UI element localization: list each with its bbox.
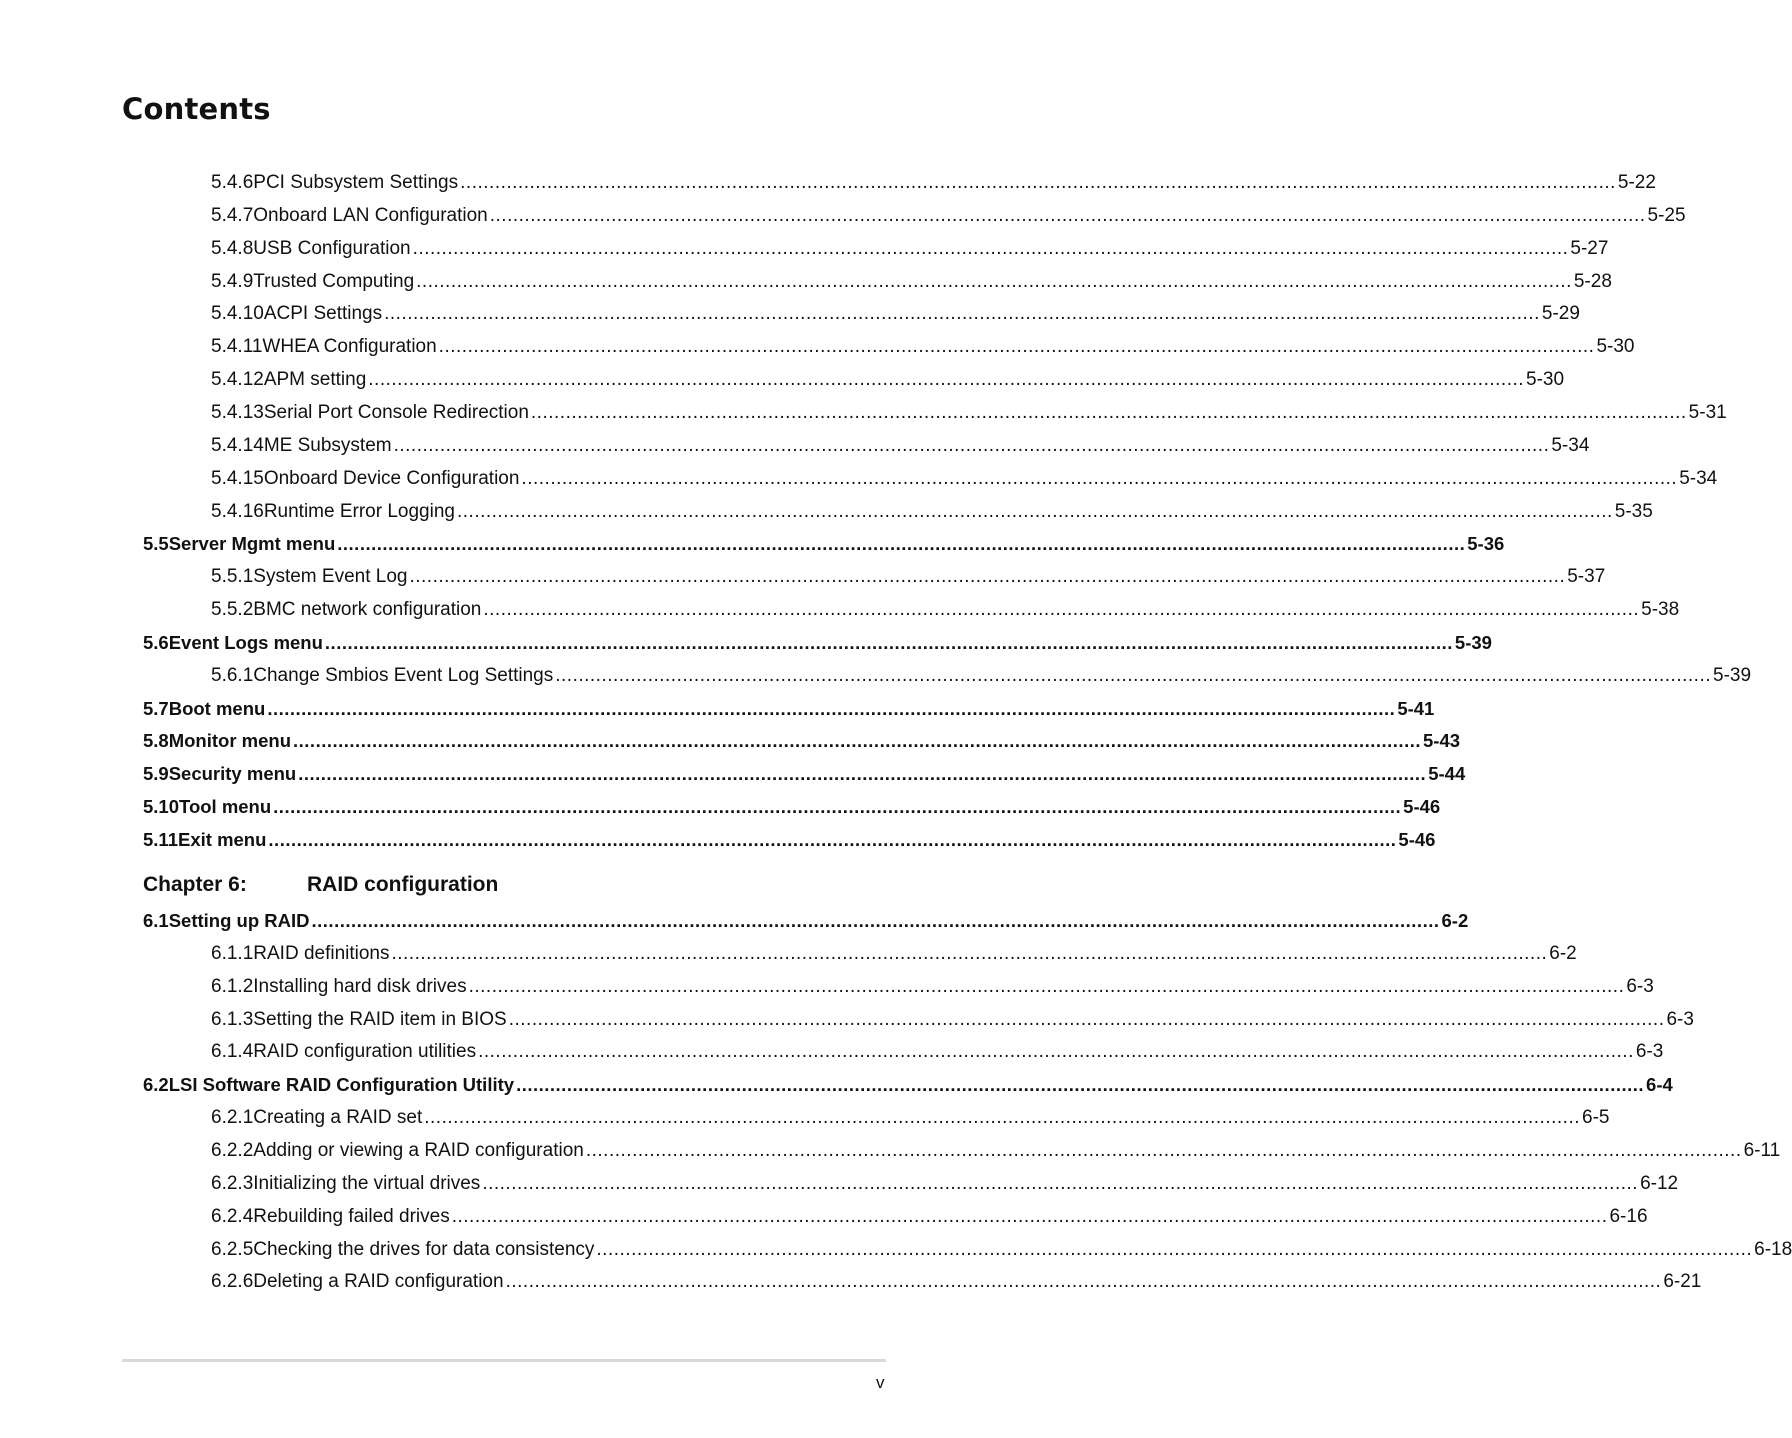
toc-entry-label: Creating a RAID set [253, 1107, 423, 1129]
toc-entry-page: 5-25 [1647, 204, 1686, 226]
toc-leader-dots: ........................................................................................................................................................................................................ [273, 796, 1402, 818]
toc-entry-number: 5.4.7 [211, 204, 254, 226]
toc-entry[interactable] [211, 1237, 1792, 1263]
toc-entry-number: 5.4.10 [211, 303, 264, 325]
chapter-number: Chapter 6: [143, 873, 247, 896]
toc-entry[interactable] [211, 334, 1635, 360]
toc-leader-dots: ........................................................................................................................................................................................................ [384, 303, 1540, 325]
toc-entry-page: 5-28 [1573, 270, 1612, 292]
toc-entry-label: Tool menu [179, 796, 272, 818]
toc-entry[interactable] [211, 400, 1727, 426]
toc-entry-page: 5-34 [1551, 434, 1590, 456]
toc-leader-dots: ........................................................................................................................................................................................................ [438, 336, 1595, 358]
toc-entry-number: 6.2.2 [211, 1139, 254, 1161]
toc-entry-number: 6.1.3 [211, 1008, 254, 1030]
page-number: v [876, 1373, 885, 1392]
toc-entry-number: 5.6 [143, 631, 169, 653]
toc-entry[interactable] [211, 974, 1654, 1000]
toc-entry-page: 6-3 [1635, 1041, 1664, 1063]
toc-entry-page: 6-12 [1640, 1172, 1679, 1194]
toc-entry-number: 5.4.11 [211, 336, 263, 358]
toc-entry-number: 5.9 [143, 763, 169, 785]
toc-entry-page: 5-46 [1398, 829, 1436, 850]
toc-entry-page: 6-5 [1582, 1107, 1610, 1129]
toc-entry-number: 5.4.16 [211, 500, 264, 522]
toc-leader-dots: ........................................................................................................................................................................................................ [508, 1008, 1665, 1030]
toc-leader-dots: ........................................................................................................................................................................................................ [482, 1172, 1639, 1194]
toc-entry[interactable] [143, 531, 1505, 557]
toc-entry[interactable] [211, 499, 1653, 525]
toc-entry-number: 6.2.6 [211, 1271, 254, 1293]
toc-entry-label: BMC network configuration [253, 599, 482, 621]
toc-entry-label: Checking the drives for data consistency [253, 1238, 595, 1260]
toc-entry-label: Event Logs menu [168, 631, 323, 653]
toc-leader-dots: ........................................................................................................................................................................................................ [267, 697, 1396, 719]
toc-entry-label: Rebuilding failed drives [253, 1205, 450, 1227]
toc-entry-page: 5-43 [1423, 730, 1461, 752]
toc-entry-number: 5.5 [143, 533, 169, 555]
toc-entry-page: 5-34 [1679, 467, 1718, 489]
toc-entry-number: 6.1.1 [211, 942, 254, 964]
toc-entry[interactable] [143, 794, 1441, 820]
toc-entry-number: 5.10 [143, 796, 180, 818]
toc-entry-page: 5-35 [1614, 500, 1653, 522]
toc-entry-label: Server Mgmt menu [168, 533, 336, 555]
toc-entry-number: 6.1.2 [211, 975, 254, 997]
toc-leader-dots: ........................................................................................................................................................................................................ [391, 942, 1548, 964]
toc-entry-page: 5-31 [1688, 401, 1727, 423]
toc-entry-page: 6-2 [1549, 942, 1577, 964]
toc-entry-label: Monitor menu [168, 730, 292, 752]
toc-entry[interactable] [211, 269, 1612, 295]
toc-leader-dots: ........................................................................................................................................................................................................ [596, 1238, 1753, 1260]
toc-entry-number: 6.1 [143, 910, 169, 931]
toc-entry-page: 6-3 [1626, 975, 1654, 997]
toc-entry-page: 6-18 [1754, 1238, 1792, 1260]
toc-entry[interactable] [211, 203, 1686, 229]
toc-entry[interactable] [211, 564, 1606, 590]
toc-entry-page: 5-37 [1567, 566, 1606, 588]
toc-entry-label: LSI Software RAID Configuration Utility [168, 1074, 515, 1096]
toc-entry-label: Setting up RAID [168, 910, 310, 931]
toc-entry-label: RAID definitions [253, 942, 390, 964]
toc-entry[interactable] [211, 1007, 1694, 1033]
toc-entry-label: USB Configuration [253, 237, 411, 259]
toc-entry-label: RAID configuration utilities [253, 1041, 477, 1063]
toc-entry-number: 5.4.13 [211, 401, 264, 423]
toc-leader-dots: ........................................................................................................................................................................................................ [489, 204, 1646, 226]
toc-entry[interactable] [211, 367, 1565, 393]
toc-leader-dots: ........................................................................................................................................................................................................ [409, 566, 1566, 588]
toc-entry-label: APM setting [263, 369, 367, 391]
toc-entry-number: 5.4.15 [211, 467, 264, 489]
toc-entry-number: 5.5.1 [211, 566, 254, 588]
toc-leader-dots: ........................................................................................................................................................................................................ [483, 599, 1640, 621]
toc-entry-page: 5-27 [1570, 237, 1609, 259]
toc-entry-number: 5.4.8 [211, 237, 254, 259]
toc-leader-dots: ........................................................................................................................................................................................................ [293, 730, 1421, 752]
toc-entry-number: 6.2.4 [211, 1205, 254, 1227]
toc-leader-dots: ........................................................................................................................................................................................................ [412, 237, 1569, 259]
toc-leader-dots: ........................................................................................................................................................................................................ [456, 500, 1613, 522]
toc-entry-label: System Event Log [253, 566, 408, 588]
toc-entry[interactable] [143, 696, 1435, 722]
toc-leader-dots: ........................................................................................................................................................................................................ [451, 1205, 1608, 1227]
toc-entry[interactable] [211, 1269, 1702, 1295]
toc-leader-dots: ........................................................................................................................................................................................................ [311, 910, 1440, 931]
toc-entry-number: 6.2.1 [211, 1107, 254, 1129]
toc-entry-page: 6-16 [1609, 1205, 1648, 1227]
toc-entry-page: 6-4 [1646, 1074, 1673, 1096]
toc-entry[interactable] [211, 236, 1609, 262]
toc-entry-label: Trusted Computing [253, 270, 415, 292]
toc-entry-page: 5-36 [1467, 533, 1505, 555]
toc-entry[interactable] [143, 827, 1436, 853]
toc-entry-number: 5.6.1 [211, 664, 254, 686]
toc-entry[interactable] [211, 1171, 1679, 1197]
toc-entry-page: 6-11 [1743, 1139, 1781, 1161]
toc-entry-label: Security menu [168, 763, 297, 785]
toc-entry-label: Serial Port Console Redirection [263, 401, 529, 423]
toc-entry-label: Adding or viewing a RAID configuration [253, 1139, 584, 1161]
toc-entry-label: ME Subsystem [263, 434, 392, 456]
chapter-heading [143, 873, 498, 897]
toc-leader-dots: ........................................................................................................................................................................................................ [505, 1271, 1662, 1293]
chapter-title: RAID configuration [307, 873, 499, 896]
toc-entry[interactable] [143, 761, 1466, 787]
toc-leader-dots: ........................................................................................................................................................................................................ [416, 270, 1572, 292]
toc-entry-number: 5.4.6 [211, 172, 254, 193]
toc-entry-page: 5-44 [1428, 763, 1466, 785]
toc-entry-page: 5-41 [1397, 697, 1435, 719]
toc-entry-label: Deleting a RAID configuration [253, 1271, 504, 1293]
toc-entry[interactable] [211, 941, 1577, 967]
toc-leader-dots: ........................................................................................................................................................................................................ [324, 631, 1453, 653]
toc-entry-label: PCI Subsystem Settings [253, 172, 459, 193]
toc-entry-label: ACPI Settings [263, 303, 383, 325]
toc-entry-number: 6.1.4 [211, 1041, 254, 1063]
toc-leader-dots: ........................................................................................................................................................................................................ [521, 467, 1678, 489]
toc-leader-dots: ........................................................................................................................................................................................................ [424, 1107, 1580, 1129]
toc-entry-label: Boot menu [168, 697, 266, 719]
toc-entry-page: 6-21 [1663, 1271, 1702, 1293]
toc-entry-label: WHEA Configuration [262, 336, 437, 358]
toc-entry-label: Runtime Error Logging [263, 500, 455, 522]
toc-leader-dots: ........................................................................................................................................................................................................ [268, 829, 1397, 850]
toc-entry-page: 6-2 [1441, 910, 1469, 931]
toc-entry[interactable] [211, 663, 1752, 689]
toc-leader-dots: ........................................................................................................................................................................................................ [460, 172, 1616, 193]
toc-entry-label: Change Smbios Event Log Settings [253, 664, 554, 686]
toc-entry[interactable] [143, 728, 1461, 754]
toc-entry-number: 5.4.12 [211, 369, 264, 391]
toc-entry[interactable] [143, 908, 1469, 934]
footer-divider [122, 1359, 886, 1362]
toc-entry-number: 6.2 [143, 1074, 169, 1096]
toc-entry-number: 5.5.2 [211, 599, 254, 621]
toc-leader-dots: ........................................................................................................................................................................................................ [585, 1139, 1742, 1161]
toc-entry[interactable] [211, 597, 1680, 623]
toc-entry[interactable] [211, 1039, 1664, 1065]
toc-entry-page: 5-22 [1617, 172, 1656, 193]
toc-entry-page: 6-3 [1666, 1008, 1694, 1030]
toc-entry[interactable] [143, 1072, 1673, 1098]
toc-entry[interactable] [143, 630, 1492, 656]
toc-entry[interactable] [211, 433, 1590, 459]
toc-entry[interactable] [211, 1138, 1781, 1164]
toc-entry-page: 5-29 [1541, 303, 1580, 325]
toc-entry-label: Setting the RAID item in BIOS [253, 1008, 507, 1030]
toc-entry-label: Onboard LAN Configuration [253, 204, 488, 226]
toc-entry[interactable] [211, 301, 1580, 327]
toc-entry-number: 5.7 [143, 697, 169, 719]
toc-leader-dots: ........................................................................................................................................................................................................ [368, 369, 1525, 391]
toc-leader-dots: ........................................................................................................................................................................................................ [393, 434, 1550, 456]
toc-entry-page: 5-38 [1641, 599, 1680, 621]
toc-entry[interactable] [211, 466, 1718, 492]
toc-entry-label: Installing hard disk drives [253, 975, 467, 997]
toc-entry-number: 6.2.5 [211, 1238, 254, 1260]
toc-entry-number: 5.11 [143, 829, 178, 850]
toc-leader-dots: ........................................................................................................................................................................................................ [337, 533, 1466, 555]
toc-entry-label: Initializing the virtual drives [253, 1172, 481, 1194]
toc-entry[interactable] [211, 1105, 1610, 1131]
toc-leader-dots: ........................................................................................................................................................................................................ [530, 401, 1687, 423]
toc-entry-number: 5.4.9 [211, 270, 254, 292]
toc-entry-label: Onboard Device Configuration [263, 467, 520, 489]
toc-entry-page: 5-46 [1403, 796, 1441, 818]
toc-entry-number: 6.2.3 [211, 1172, 254, 1194]
toc-entry-page: 5-30 [1526, 369, 1565, 391]
toc-entry-number: 5.4.14 [211, 434, 264, 456]
toc-entry-page: 5-30 [1596, 336, 1635, 358]
toc-leader-dots: ........................................................................................................................................................................................................ [516, 1074, 1645, 1096]
toc-leader-dots: ........................................................................................................................................................................................................ [478, 1041, 1634, 1063]
toc-entry-page: 5-39 [1713, 664, 1752, 686]
toc-entry[interactable] [211, 170, 1656, 196]
toc-entry-number: 5.8 [143, 730, 169, 752]
toc-entry[interactable] [211, 1204, 1648, 1230]
toc-leader-dots: ........................................................................................................................................................................................................ [298, 763, 1427, 785]
toc-entry-page: 5-39 [1454, 631, 1492, 653]
toc-entry-label: Exit menu [178, 829, 267, 850]
toc-leader-dots: ........................................................................................................................................................................................................ [555, 664, 1711, 686]
page-title: Contents [122, 92, 271, 126]
toc-leader-dots: ........................................................................................................................................................................................................ [468, 975, 1625, 997]
